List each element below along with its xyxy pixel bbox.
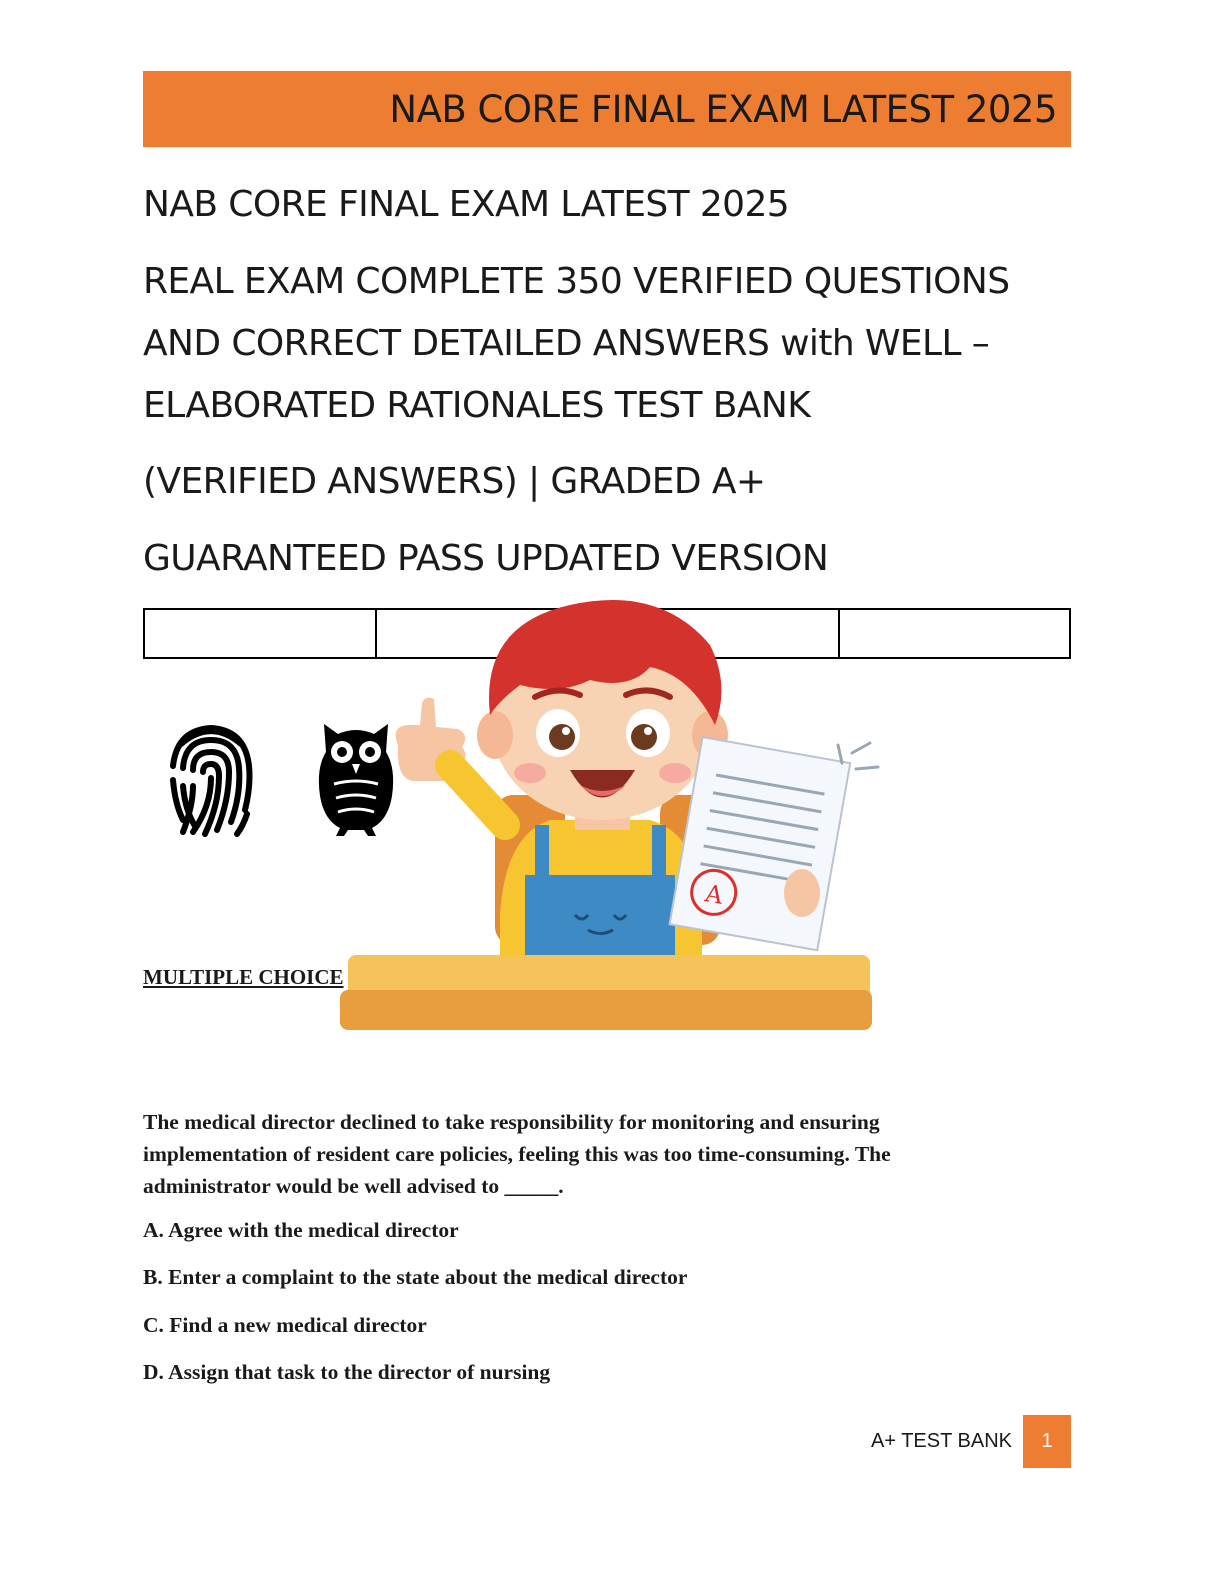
title-line-1: NAB CORE FINAL EXAM LATEST 2025: [143, 184, 790, 225]
option-c[interactable]: C. Find a new medical director: [143, 1313, 427, 1337]
title-line-6: GUARANTEED PASS UPDATED VERSION: [143, 538, 829, 579]
title-line-5: (VERIFIED ANSWERS) | GRADED A+: [143, 461, 766, 502]
question-stem: The medical director declined to take responsibility for monitoring and ensuring implementation of resident care policies, feeling this was too time-consuming. The administrator would be well advised to _____.: [143, 1110, 891, 1198]
title-line-3: AND CORRECT DETAILED ANSWERS with WELL –: [143, 323, 990, 364]
option-b[interactable]: B. Enter a complaint to the state about the medical director: [143, 1265, 688, 1289]
grade-mark: A: [703, 879, 725, 910]
fingerprint-icon: [163, 714, 259, 840]
header-band: [143, 71, 1071, 147]
header-title: NAB CORE FINAL EXAM LATEST 2025: [389, 87, 1057, 131]
title-line-4: ELABORATED RATIONALES TEST BANK: [143, 385, 811, 426]
student-illustration: [330, 585, 890, 1035]
footer-label: A+ TEST BANK: [871, 1430, 1012, 1452]
option-a[interactable]: A. Agree with the medical director: [143, 1218, 459, 1242]
page-number-badge: 1: [1023, 1415, 1071, 1468]
section-label-multiple-choice: MULTIPLE CHOICE: [143, 965, 344, 989]
title-line-2: REAL EXAM COMPLETE 350 VERIFIED QUESTIONS: [143, 261, 1010, 302]
option-d[interactable]: D. Assign that task to the director of nursing: [143, 1360, 551, 1384]
